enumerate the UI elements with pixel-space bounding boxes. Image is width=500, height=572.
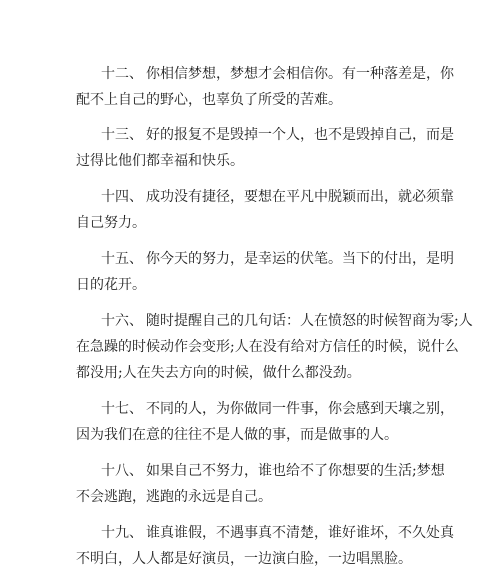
line-text: 在急躁的时候动作会变形;人在没有给对方信任的时候，说什么	[76, 339, 459, 355]
item-number: 十八、	[101, 463, 143, 479]
paragraph-first-line	[76, 308, 473, 334]
line-text: 你今天的努力，是幸运的伏笔。当下的付出，是明	[146, 251, 454, 267]
line-text: 不会逃跑，逃跑的永远是自己。	[76, 489, 272, 505]
item-number: 十七、	[101, 401, 143, 417]
line-text: 因为我们在意的往往不是人做的事，而是做事的人。	[76, 427, 398, 443]
item-number: 十三、	[101, 127, 143, 143]
line-text: 不同的人，为你做同一件事，你会感到天壤之别，	[146, 401, 454, 417]
paragraph-first-line	[76, 396, 466, 422]
line-text: 随时提醒自己的几句话：人在愤怒的时候智商为零;人	[146, 313, 473, 329]
paragraph-first-line	[76, 246, 466, 272]
line-text: 如果自己不努力，谁也给不了你想要的生活;梦想	[146, 463, 445, 479]
quote-paragraph-15	[76, 246, 466, 298]
line-text: 成功没有捷径，要想在平凡中脱颖而出，就必须靠	[146, 189, 454, 205]
paragraph-first-line	[76, 122, 466, 148]
line-text: 配不上自己的野心，也辜负了所受的苦难。	[76, 92, 342, 108]
paragraph-first-line	[76, 61, 466, 87]
quote-paragraph-12	[76, 61, 466, 113]
line-text: 日的花开。	[76, 277, 146, 293]
line-text: 过得比他们都幸福和快乐。	[76, 153, 244, 169]
line-text: 自己努力。	[76, 215, 146, 231]
quote-paragraph-14	[76, 184, 466, 236]
item-number: 十六、	[101, 313, 143, 329]
line-text: 不明白，人人都是好演员，一边演白脸，一边唱黑脸。	[76, 551, 412, 567]
line-text: 都没用;人在失去方向的时候，做什么都没劲。	[76, 365, 361, 381]
item-number: 十二、	[101, 66, 143, 82]
quote-paragraph-17	[76, 396, 466, 448]
item-number: 十五、	[101, 251, 143, 267]
quote-paragraph-19	[76, 520, 466, 572]
item-number: 十九、	[101, 525, 143, 541]
quote-paragraph-13	[76, 122, 466, 174]
paragraph-first-line	[76, 458, 466, 484]
line-text: 谁真谁假，不遇事真不清楚，谁好谁坏，不久处真	[146, 525, 454, 541]
line-text: 你相信梦想，梦想才会相信你。有一种落差是，你	[146, 66, 454, 82]
quote-paragraph-18	[76, 458, 466, 510]
paragraph-first-line	[76, 520, 466, 546]
paragraph-first-line	[76, 184, 466, 210]
line-text: 好的报复不是毁掉一个人，也不是毁掉自己，而是	[146, 127, 454, 143]
quote-paragraph-16	[76, 308, 473, 386]
item-number: 十四、	[101, 189, 143, 205]
